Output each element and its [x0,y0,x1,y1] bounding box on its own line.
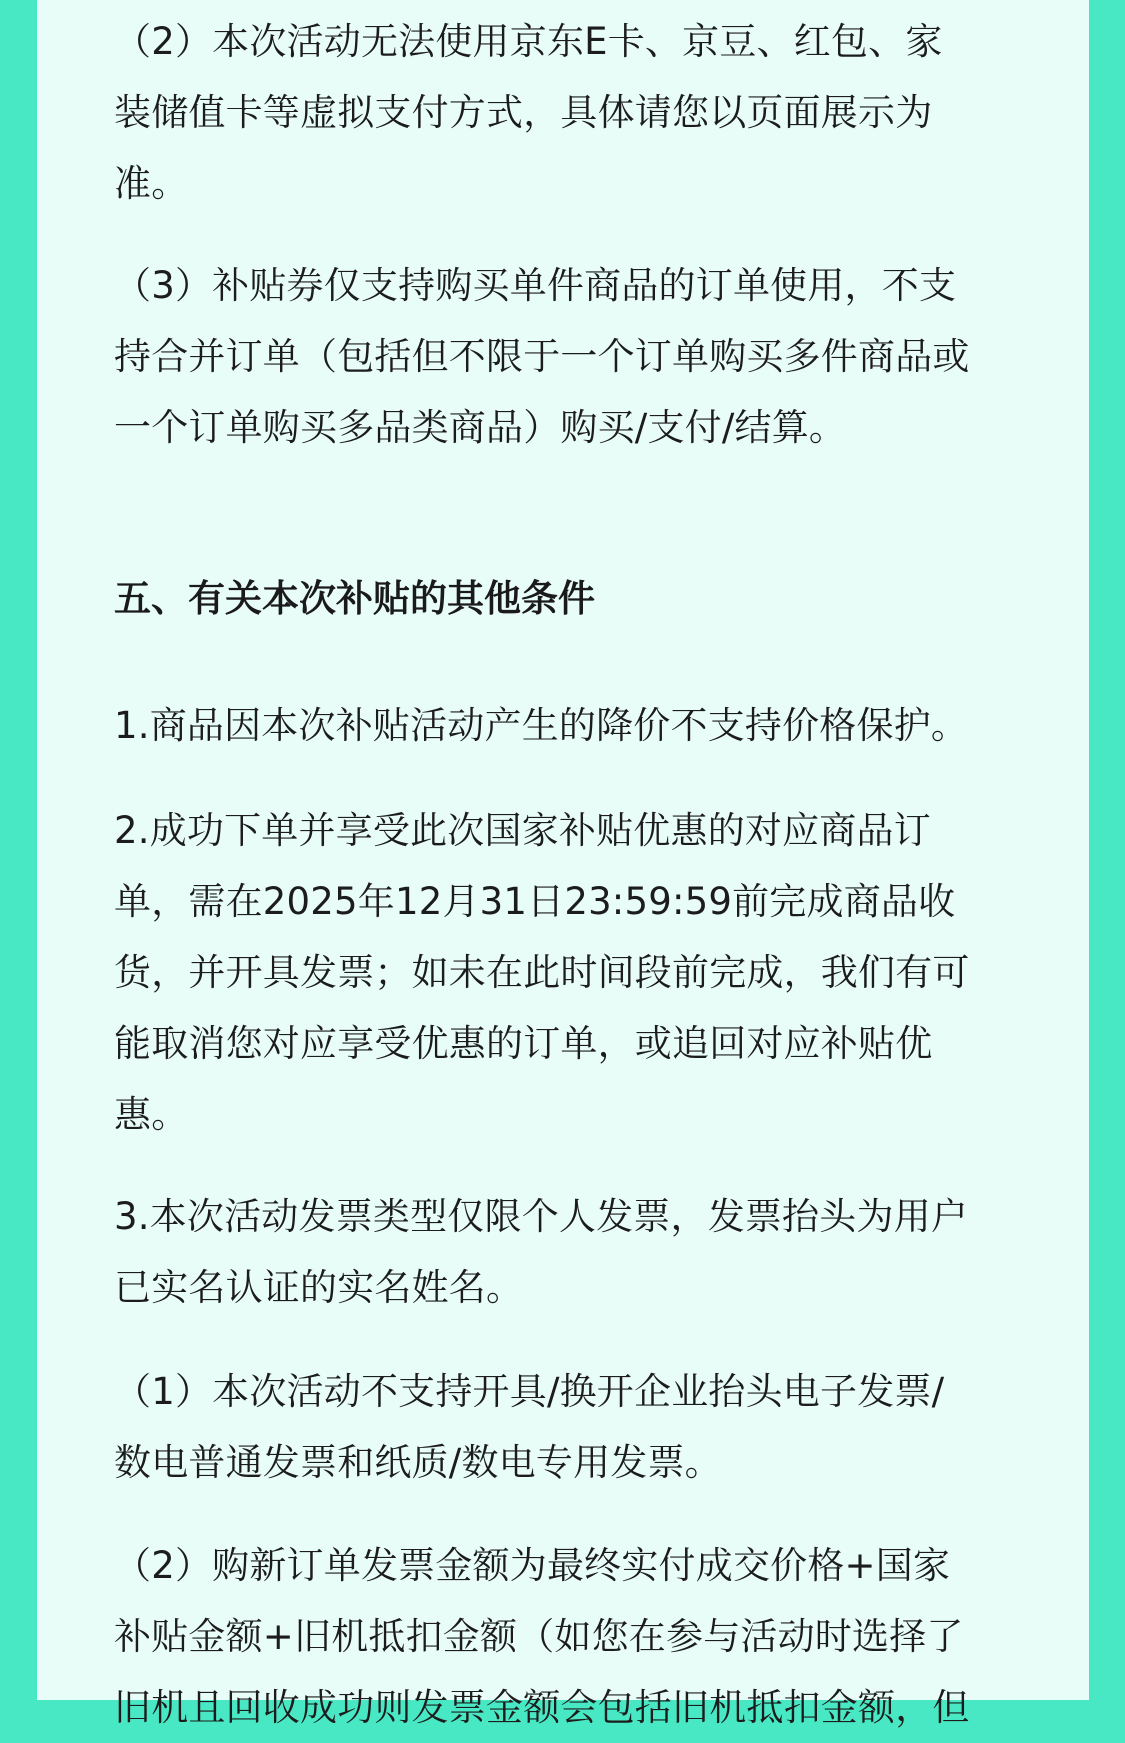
paragraph-invoice-type [114,1181,1054,1323]
text-line: 数电普通发票和纸质/数电专用发票。 [114,1441,722,1484]
text-line: 已实名认证的实名姓名。 [114,1266,524,1309]
paragraph-virtual-payment [114,6,1054,219]
text-line: 装储值卡等虚拟支付方式，具体请您以页面展示为 [114,91,933,134]
paragraph-single-item-order [114,250,1054,463]
text-line: （2）本次活动无法使用京东E卡、京豆、红包、家 [114,20,943,63]
text-line: 能取消您对应享受优惠的订单，或追回对应补贴优 [114,1022,933,1065]
text-line: 2.成功下单并享受此次国家补贴优惠的对应商品订 [114,809,931,852]
document-panel [37,0,1089,1729]
paragraph-price-protection [114,690,1054,761]
text-line: 惠。 [114,1093,189,1136]
text-line: 单，需在2025年12月31日23:59:59前完成商品收 [114,880,956,923]
text-line: 旧机且回收成功则发票金额会包括旧机抵扣金额，但 [114,1686,970,1729]
text-line: 3.本次活动发票类型仅限个人发票，发票抬头为用户 [114,1195,969,1238]
text-line: 补贴金额+旧机抵扣金额（如您在参与活动时选择了 [114,1615,964,1658]
text-line: （3）补贴券仅支持购买单件商品的订单使用，不支 [114,264,957,307]
text-line: 一个订单购买多品类商品）购买/支付/结算。 [114,406,847,449]
text-line: 持合并订单（包括但不限于一个订单购买多件商品或 [114,335,970,378]
text-line: 1.商品因本次补贴活动产生的降价不支持价格保护。 [114,704,969,747]
text-line: 货，并开具发票；如未在此时间段前完成，我们有可 [114,951,970,994]
paragraph-invoice-amount [114,1530,1054,1743]
text-line: 准。 [114,162,189,205]
section-heading: 五、有关本次补贴的其他条件 [114,577,595,620]
text-line: （1）本次活动不支持开具/换开企业抬头电子发票/ [114,1370,945,1413]
paragraph-invoice-restriction [114,1356,1054,1498]
paragraph-delivery-deadline [114,795,1054,1150]
text-line: （2）购新订单发票金额为最终实付成交价格+国家 [114,1544,951,1587]
